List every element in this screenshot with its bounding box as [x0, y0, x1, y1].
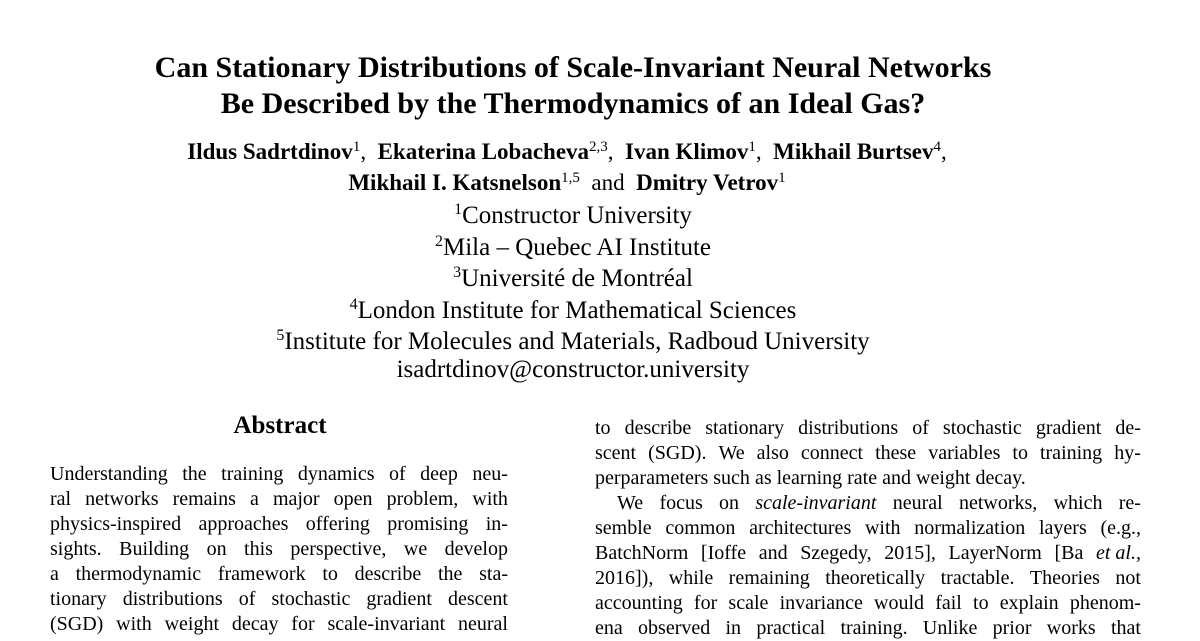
affiliation: $^1$Constructor University [454, 201, 692, 229]
author: Ivan Klimov$^1$ [625, 139, 756, 164]
paper-title [0, 50, 1146, 122]
abstract-line: sights. Building on this perspective, we develop [50, 538, 508, 560]
author: Ekaterina Lobacheva$^{2,3}$ [377, 139, 608, 164]
affiliation: $^3$Université de Montréal [453, 264, 693, 292]
author-and: and [591, 170, 625, 195]
abstract-line: (SGD) with weight decay for scale-invariant neural [50, 613, 508, 635]
abstract-line: physics-inspired approaches offering promising in- [50, 513, 508, 535]
contact-email[interactable]: isadrtdinov@constructor.university [396, 355, 750, 383]
body-line: scent (SGD). We also connect these variables to training hy- [595, 442, 1141, 464]
author: Mikhail I. Katsnelson$^{1,5}$ [348, 170, 580, 195]
author: Ildus Sadrtdinov$^1$ [187, 139, 361, 164]
body-line: 2016]), while remaining theoretically tractable. Theories not [595, 567, 1141, 589]
author-line-1: Ildus Sadrtdinov$^1$, Ekaterina Lobacheva$^{2,3}$, Ivan Klimov$^1$, Mikhail Burtsev$^4$, [187, 139, 947, 164]
abstract-line: Understanding the training dynamics of deep neu- [50, 463, 508, 485]
abstract-line: tionary distributions of stochastic gradient descent [50, 588, 508, 610]
abstract-line: a thermodynamic framework to describe the sta- [50, 563, 508, 585]
affiliations [0, 200, 1146, 382]
author: Mikhail Burtsev$^4$ [773, 139, 941, 164]
affiliation: $^4$London Institute for Mathematical Sciences [349, 295, 797, 324]
body-line: accounting for scale invariance would fail to explain phenom- [595, 592, 1141, 614]
body-line: perparameters such as learning rate and weight decay. [595, 467, 1026, 489]
body-line: We focus on scale-invariant neural networks, which re- [617, 492, 1141, 514]
author-line-2 [0, 167, 1134, 198]
body-line: ena observed in practical training. Unlike prior works that [595, 617, 1141, 639]
body-line: to describe stationary distributions of stochastic gradient de- [595, 417, 1141, 439]
author: Dmitry Vetrov$^1$ [636, 170, 786, 195]
emphasis: et al. [1095, 542, 1136, 564]
right-column-body [595, 416, 1141, 641]
body-line: BatchNorm [Ioffe and Szegedy, 2015], LayerNorm [Ba et al., [595, 542, 1141, 564]
title-line-1: Can Stationary Distributions of Scale-Invariant Neural Networks [154, 51, 992, 84]
body-line: semble common architectures with normalization layers (e.g., [595, 517, 1141, 539]
affiliation: $^5$Institute for Molecules and Materials, Radboud University [276, 327, 870, 355]
abstract-body [50, 462, 508, 637]
affiliation: $^2$Mila – Quebec AI Institute [435, 232, 711, 261]
title-line-2: Be Described by the Thermodynamics of an Ideal Gas? [220, 87, 926, 120]
abstract-line: ral networks remains a major open problem, with [50, 488, 508, 510]
abstract-heading: Abstract [233, 412, 327, 439]
emphasis: scale-invariant [755, 492, 877, 514]
author-list [0, 136, 1134, 198]
